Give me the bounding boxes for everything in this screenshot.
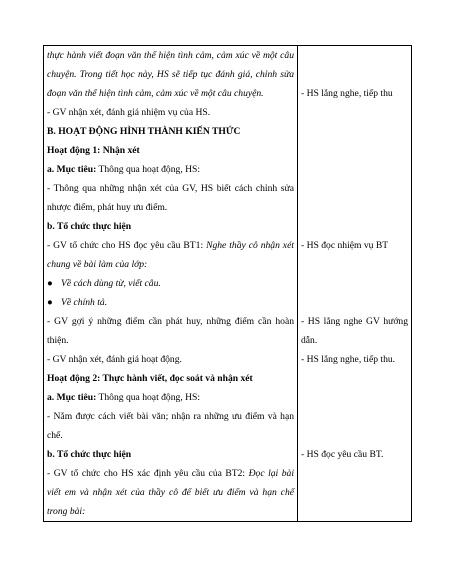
table-row bbox=[44, 46, 412, 522]
task-italic-text: Nghe thầy cô nhận xét chung về bài làm của lớp: bbox=[47, 240, 294, 270]
objective-label: a. Mục tiêu: bbox=[47, 392, 97, 403]
section-b-heading: B. HOẠT ĐỘNG HÌNH THÀNH KIẾN THỨC bbox=[47, 126, 241, 137]
bullet-item bbox=[47, 274, 294, 293]
student-response: - HS đọc yêu cầu BT. bbox=[301, 449, 384, 460]
bullet-icon: ● bbox=[47, 278, 53, 289]
bullet-text: Về cách dùng từ, viết câu. bbox=[61, 278, 161, 289]
spacer bbox=[301, 46, 408, 84]
activity-2-title: Hoạt động 2: Thực hành viết, đọc soát và nhận xét bbox=[47, 373, 253, 384]
activity-2-organization-label: b. Tổ chức thực hiện bbox=[47, 449, 132, 460]
spacer bbox=[301, 103, 408, 236]
student-response: - HS lắng nghe, tiếp thu. bbox=[301, 354, 396, 365]
student-activities-cell bbox=[298, 46, 412, 522]
spacer bbox=[301, 369, 408, 445]
lesson-plan-table bbox=[43, 45, 412, 522]
activity-1-objective-item: - Thông qua những nhận xét của GV, HS biết cách chỉnh sửa nhược điểm, phát huy ưu điểm. bbox=[47, 183, 294, 213]
student-response: - HS lắng nghe GV hướng dẫn. bbox=[301, 316, 408, 346]
activity-2-task bbox=[47, 464, 294, 521]
objective-text: Thông qua hoạt động, HS: bbox=[96, 392, 201, 403]
bullet-icon: ● bbox=[47, 297, 53, 308]
bullet-text: Về chính tả. bbox=[61, 297, 108, 308]
spacer bbox=[301, 255, 408, 312]
activity-1-objective bbox=[47, 160, 294, 179]
activity-2-objective bbox=[47, 388, 294, 407]
task-italic-text: Đọc lại bài viết em và nhận xét của thầy cô để biết ưu điểm và hạn chế trong bài: bbox=[47, 468, 294, 517]
gv-evaluation-line-2: - GV nhận xét, đánh giá hoạt động. bbox=[47, 354, 182, 365]
activity-1-organization-label: b. Tổ chức thực hiện bbox=[47, 221, 132, 232]
student-response: - HS đọc nhiệm vụ BT bbox=[301, 240, 389, 251]
bullet-item bbox=[47, 293, 294, 312]
activity-2-objective-item: - Nắm được cách viết bài văn; nhận ra những ưu điểm và hạn chế. bbox=[47, 411, 294, 441]
document-page bbox=[43, 45, 412, 522]
activity-1-title: Hoạt động 1: Nhận xét bbox=[47, 145, 140, 156]
intro-paragraph: thực hành viết đoạn văn thể hiện tình cảm, cảm xúc về một câu chuyện. Trong tiết học này, HS sẽ tiếp tục đánh giá, chỉnh sửa đoạn văn thể hiện tình cảm, cảm xúc về một câu chuyện. bbox=[47, 50, 294, 99]
gv-suggestion-line: - GV gợi ý những điểm cần phát huy, những điểm cần hoàn thiện. bbox=[47, 316, 294, 346]
objective-text: Thông qua hoạt động, HS: bbox=[96, 164, 201, 175]
task-text: - GV tổ chức cho HS xác định yêu cầu của BT2: bbox=[47, 468, 249, 479]
teacher-activities-cell bbox=[44, 46, 298, 522]
activity-1-task bbox=[47, 236, 294, 274]
objective-label: a. Mục tiêu: bbox=[47, 164, 97, 175]
student-response: - HS lắng nghe, tiếp thu bbox=[301, 88, 393, 99]
task-text: - GV tổ chức cho HS đọc yêu cầu BT1: bbox=[47, 240, 207, 251]
gv-evaluation-line: - GV nhận xét, đánh giá nhiệm vụ của HS. bbox=[47, 107, 211, 118]
